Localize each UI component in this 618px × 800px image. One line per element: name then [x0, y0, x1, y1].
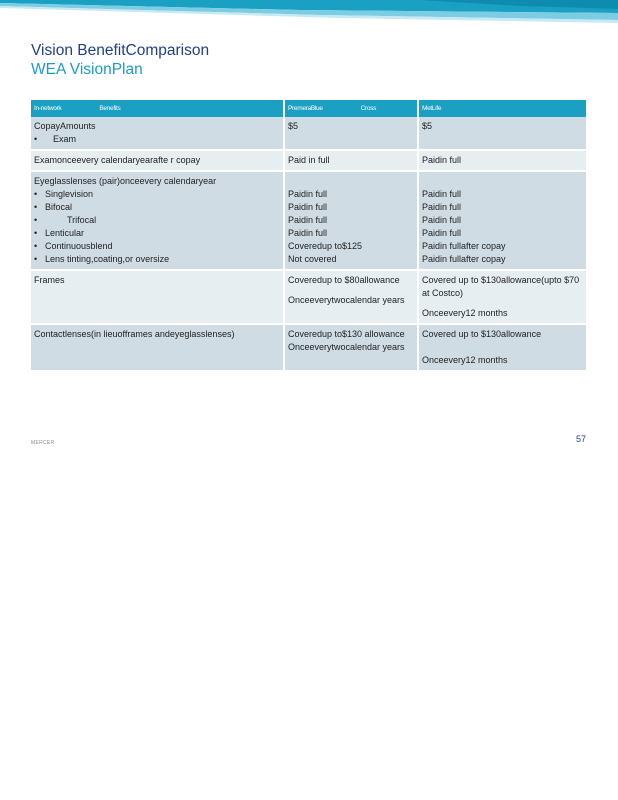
benefit-cell [31, 117, 284, 150]
page-number: 57 [575, 434, 586, 444]
premera-cell [284, 270, 418, 324]
benefit-label: Eyeglasslenses (pair)onceevery calendaryear [34, 176, 217, 186]
premera-value: Paidin full [288, 202, 328, 212]
lens-type-item: • Continuousblend [34, 240, 280, 253]
benefit-comparison-table [31, 100, 586, 372]
premera-value: Coveredup to$125 [288, 241, 363, 251]
premera-value: Paidin full [288, 189, 328, 199]
table-row [31, 150, 586, 171]
metlife-value: Paidin full [422, 189, 462, 199]
premera-cell [284, 171, 418, 270]
header-premera-a: PremeraBlue [288, 105, 323, 112]
metlife-value: Covered up to $130allowance(upto $70 at Costco) [422, 275, 580, 298]
header-metlife: MetLife [418, 100, 586, 117]
metlife-frequency: Onceevery12 months [422, 308, 508, 318]
metlife-cell [418, 324, 586, 371]
metlife-value: Paidin full [422, 202, 462, 212]
premera-value: Not covered [288, 254, 337, 264]
metlife-cell [418, 171, 586, 270]
metlife-value: Paidin full [422, 228, 462, 238]
table-header-row [31, 100, 586, 117]
header-premera [284, 100, 418, 117]
header-benefits-a: In-network [34, 105, 62, 112]
premera-value: Paid in full [288, 155, 330, 165]
lens-type-item: • Lens tinting,coating,or oversize [34, 253, 280, 266]
table-row [31, 117, 586, 150]
premera-value: Coveredup to$130 allowance [288, 329, 405, 339]
top-banner-decoration [0, 0, 618, 24]
premera-cell [284, 150, 418, 171]
metlife-value: Paidin full [422, 155, 462, 165]
metlife-cell [418, 150, 586, 171]
header-benefits-b: Benefits [99, 105, 121, 112]
benefit-label: CopayAmounts [34, 121, 96, 131]
premera-frequency: Onceeverytwocalendar years [288, 295, 405, 305]
metlife-value: $5 [422, 121, 433, 131]
metlife-cell [418, 270, 586, 324]
benefit-label: Frames [34, 275, 65, 285]
benefit-cell [31, 150, 284, 171]
premera-frequency: Onceeverytwocalendar years [288, 342, 405, 352]
benefit-sub-item: • Exam [34, 133, 280, 146]
table-row [31, 270, 586, 324]
lens-type-item: • Singlevision [34, 188, 280, 201]
lens-type-item: • Bifocal [34, 201, 280, 214]
table-row [31, 171, 586, 270]
metlife-value: Paidin full [422, 215, 462, 225]
benefit-label: Contactlenses(in lieuofframes andeyeglasslenses) [34, 329, 235, 339]
benefit-cell [31, 171, 284, 270]
metlife-value: Covered up to $130allowance [422, 329, 542, 339]
table-row [31, 324, 586, 371]
metlife-frequency: Onceevery12 months [422, 355, 508, 365]
benefit-cell [31, 324, 284, 371]
premera-value: Coveredup to $80allowance [288, 275, 400, 285]
premera-value: Paidin full [288, 215, 328, 225]
premera-cell [284, 324, 418, 371]
metlife-cell [418, 117, 586, 150]
footer-brand: MERCER [31, 440, 55, 446]
metlife-value: Paidin fullafter copay [422, 241, 506, 251]
premera-value: Paidin full [288, 228, 328, 238]
premera-value: $5 [288, 121, 299, 131]
lens-type-item: • Trifocal [34, 214, 280, 227]
metlife-value: Paidin fullafter copay [422, 254, 506, 264]
premera-cell [284, 117, 418, 150]
lens-type-item: • Lenticular [34, 227, 280, 240]
header-benefits [31, 100, 284, 117]
benefit-cell [31, 270, 284, 324]
benefit-label: Examonceevery calendaryearafte r copay [34, 155, 201, 165]
header-premera-b: Cross [360, 105, 377, 112]
page-title: Vision BenefitComparison [31, 42, 210, 59]
page-subtitle: WEA VisionPlan [31, 61, 143, 78]
